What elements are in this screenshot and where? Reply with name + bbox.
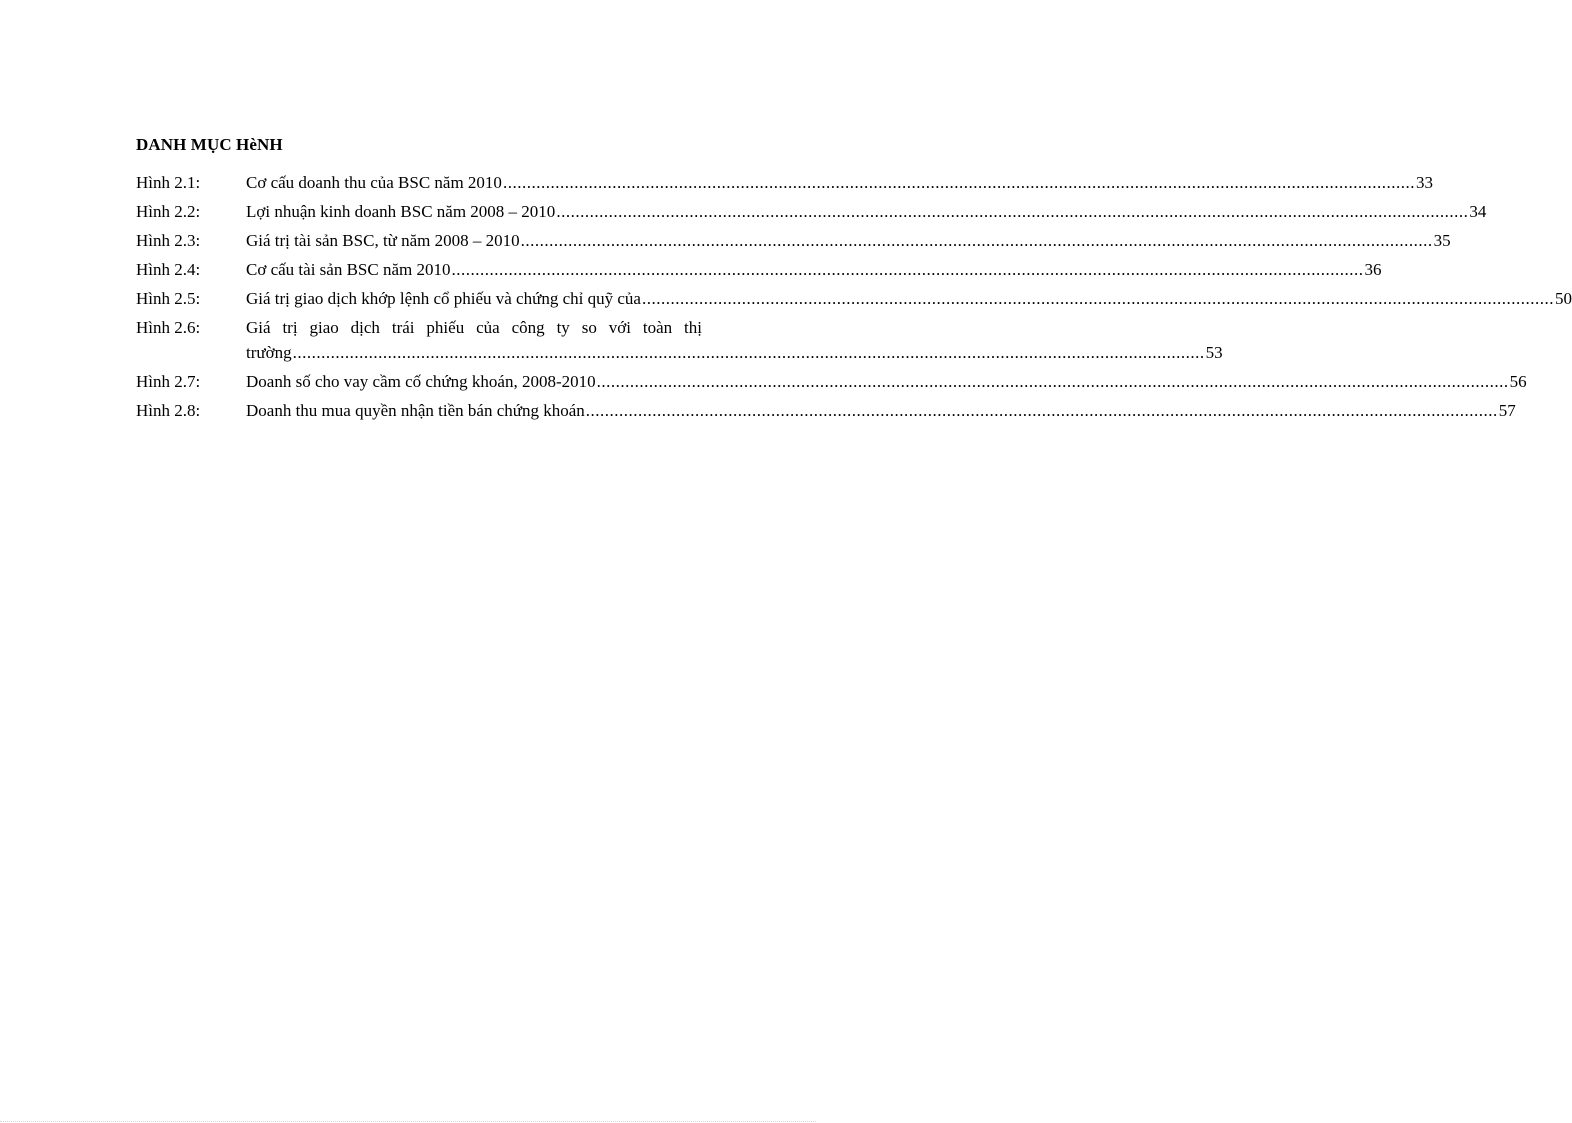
list-item [136, 199, 1487, 224]
dot-leader [450, 257, 1364, 282]
figure-title: Giá trị tài sản BSC, từ năm 2008 – 2010 [246, 231, 520, 250]
dot-leader [520, 228, 1434, 253]
page-title: DANH MỤC HèNH [136, 135, 283, 154]
list-item [136, 315, 1223, 365]
page-number: 56 [1509, 372, 1527, 391]
dot-leader [596, 369, 1510, 394]
figure-title: Cơ cấu tài sản BSC năm 2010 [246, 260, 451, 279]
figure-title: Giá trị giao dịch khớp lệnh cổ phiếu và chứng chỉ quỹ của [246, 289, 641, 308]
page-bottom-rule [0, 1121, 816, 1122]
figure-title: Doanh thu mua quyền nhận tiền bán chứng khoán [246, 401, 585, 420]
figure-list [136, 170, 1572, 427]
page-number: 57 [1498, 401, 1516, 420]
figure-title: Cơ cấu doanh thu của BSC năm 2010 [246, 173, 502, 192]
page-number: 33 [1415, 173, 1433, 192]
dot-leader [641, 286, 1555, 311]
figure-label: Hình 2.3: [136, 231, 201, 250]
list-item [136, 369, 1527, 394]
figure-title: trường [246, 343, 292, 362]
page-number: 50 [1554, 289, 1572, 308]
figure-title: Lợi nhuận kinh doanh BSC năm 2008 – 2010 [246, 202, 556, 221]
dot-leader [502, 170, 1416, 195]
dot-leader [555, 199, 1469, 224]
page-number: 35 [1433, 231, 1451, 250]
figure-label: Hình 2.2: [136, 202, 201, 221]
figure-title: Doanh số cho vay cầm cố chứng khoán, 2008-2010 [246, 372, 596, 391]
dot-leader [292, 340, 1206, 365]
figure-title-line: Giá trị giao dịch trái phiếu của công ty so với toàn thị [246, 318, 702, 337]
dot-leader [585, 398, 1499, 423]
figure-label: Hình 2.6: [136, 318, 201, 337]
page-number: 34 [1469, 202, 1487, 221]
page-number: 36 [1364, 260, 1382, 279]
list-item [136, 228, 1451, 253]
list-item [136, 257, 1382, 282]
list-item [136, 170, 1433, 195]
figure-label: Hình 2.5: [136, 289, 201, 308]
figure-label: Hình 2.7: [136, 372, 201, 391]
page-number: 53 [1205, 343, 1223, 362]
figure-label: Hình 2.4: [136, 260, 201, 279]
figure-label: Hình 2.8: [136, 401, 201, 420]
list-item [136, 286, 1572, 311]
figure-label: Hình 2.1: [136, 173, 201, 192]
list-item [136, 398, 1516, 423]
